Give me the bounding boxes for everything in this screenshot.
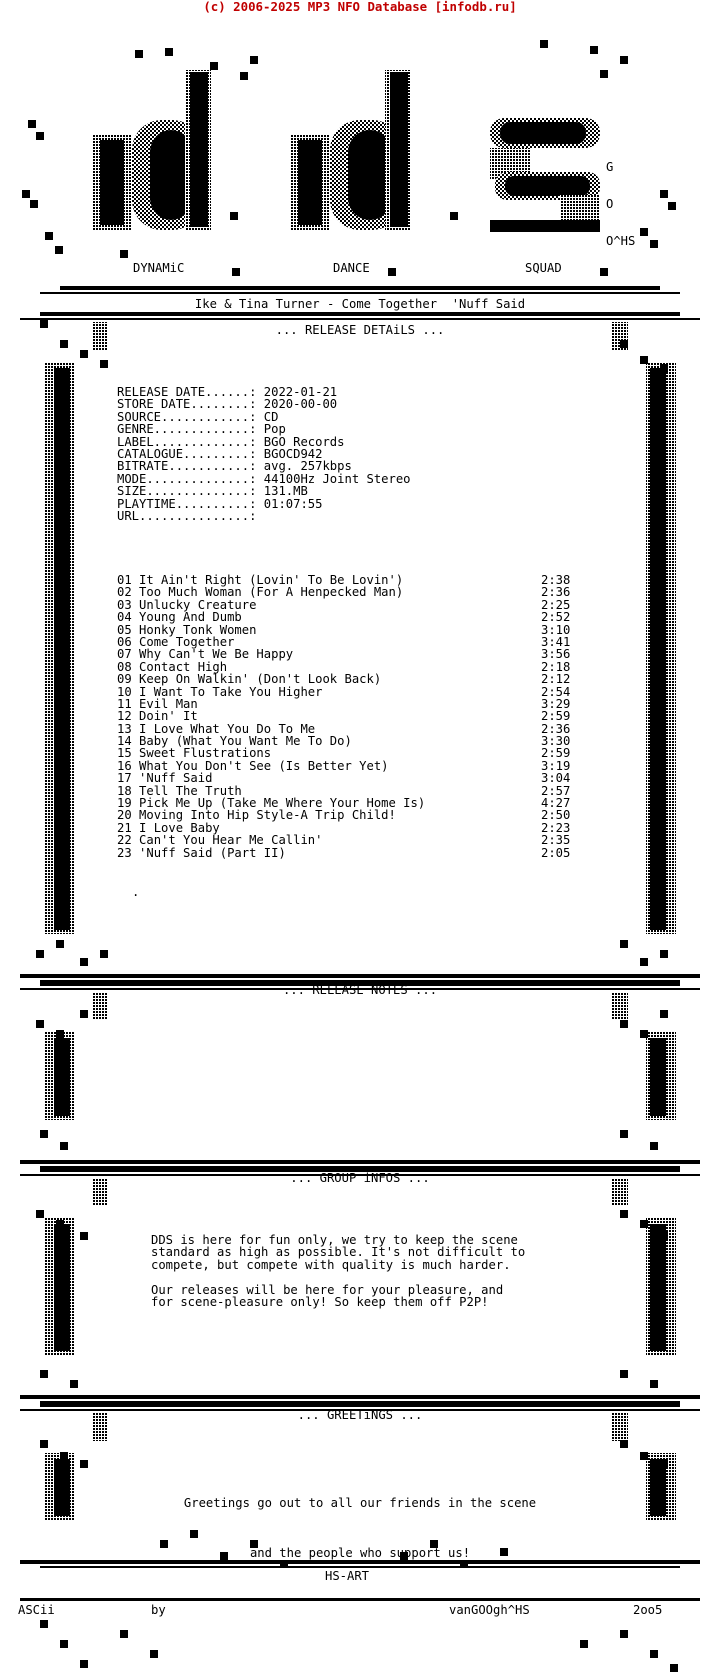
detail-label: SIZE..............: (117, 484, 257, 499)
track-time: 2:35 (541, 833, 571, 848)
track-time: 3:41 (541, 634, 571, 649)
pixel-dot (540, 40, 548, 48)
pixel-dot (36, 950, 44, 958)
pixel-dot (650, 1142, 658, 1150)
track-title: Why Can't We Be Happy (139, 647, 294, 662)
footer-rule (20, 1598, 700, 1601)
track-number: 17 (117, 771, 132, 786)
release-title: Ike & Tina Turner - Come Together 'Nuff Said (194, 297, 526, 311)
track-number: 01 (117, 573, 132, 587)
pixel-dot (620, 1370, 628, 1378)
logo-tag-line: G (606, 159, 614, 174)
group-info-line: Our releases will be here for your pleasure, and (151, 1282, 504, 1297)
track-number: 06 (117, 634, 132, 649)
detail-value: 44100Hz Joint Stereo (263, 471, 411, 486)
pixel-dot (60, 1640, 68, 1648)
greetings-text (0, 1472, 720, 1584)
pixel-dot (150, 1650, 158, 1658)
group-info-line: for scene-pleasure only! So keep them off P2P! (151, 1294, 489, 1309)
pixel-dot (36, 132, 44, 140)
frame-rule (40, 312, 680, 316)
track-title: Keep On Walkin' (Don't Look Back) (139, 672, 382, 687)
frame-rule (40, 1403, 680, 1407)
pixel-dot (28, 120, 36, 128)
pixel-dot (40, 1620, 48, 1628)
footer-author: vanGOOgh^HS (449, 1603, 530, 1617)
track-title: What You Don't See (Is Better Yet) (139, 758, 389, 773)
pixel-dot (660, 1010, 668, 1018)
pixel-dot (660, 364, 668, 372)
pixel-dot (660, 950, 668, 958)
pixel-dot (650, 240, 658, 248)
track-time: 2:18 (541, 659, 571, 674)
track-time: 2:52 (541, 610, 571, 625)
pixel-dot (580, 1640, 588, 1648)
pixel-dot (45, 232, 53, 240)
detail-label: BITRATE...........: (117, 459, 257, 474)
track-number: 08 (117, 659, 132, 674)
pixel-dot (640, 228, 648, 236)
track-title: Contact High (139, 659, 228, 674)
frame-side-left (54, 1038, 70, 1116)
detail-label: GENRE.............: (117, 422, 257, 437)
pixel-dot (650, 1380, 658, 1388)
track-title: I Love What You Do To Me (139, 721, 316, 736)
detail-value: CD (263, 409, 279, 424)
track-title: Honky Tonk Women (139, 622, 257, 637)
pixel-dot (80, 1010, 88, 1018)
detail-value: 2020-00-00 (263, 397, 338, 412)
track-number: 05 (117, 622, 132, 637)
footer-year: 2oo5 (633, 1603, 663, 1617)
track-number: 10 (117, 684, 132, 699)
pixel-dot (640, 1030, 648, 1038)
release-details-list (117, 386, 411, 522)
track-title: I Love Baby (139, 820, 220, 835)
frame-rule (40, 1401, 680, 1403)
pixel-dot (60, 340, 68, 348)
pixel-dot (60, 1452, 68, 1460)
track-number: 14 (117, 734, 132, 749)
pixel-dot (70, 1380, 78, 1388)
track-title: It Ain't Right (Lovin' To Be Lovin') (139, 573, 404, 587)
detail-value: 131.MB (263, 484, 308, 499)
track-time: 2:25 (541, 597, 571, 612)
track-title: Baby (What You Want Me To Do) (139, 734, 352, 749)
pixel-dot (620, 56, 628, 64)
frame-rule (20, 974, 700, 978)
pixel-dot (388, 268, 396, 276)
detail-value: Pop (263, 422, 286, 437)
details-end-dot: . (132, 885, 140, 899)
track-title: Come Together (139, 634, 235, 649)
greetings-line: Greetings go out to all our friends in the scene (183, 1495, 537, 1510)
track-title: Unlucky Creature (139, 597, 257, 612)
pixel-dot (620, 1020, 628, 1028)
section-title-details: ... RELEASE DETAiLS ... (275, 323, 445, 337)
pixel-dot (620, 1440, 628, 1448)
frame-side-right (650, 1038, 666, 1116)
detail-label: LABEL.............: (117, 434, 257, 449)
logo-tag (606, 136, 635, 272)
pixel-dot (80, 1232, 88, 1240)
pixel-dot (120, 250, 128, 258)
track-number: 09 (117, 672, 132, 687)
footer-ascii-label: ASCii (18, 1603, 55, 1617)
detail-label: URL...............: (117, 508, 257, 523)
frame-rule (20, 318, 700, 320)
track-number: 11 (117, 696, 132, 711)
track-title: 'Nuff Said (139, 771, 213, 786)
crew-word-squad: SQUAD (525, 261, 562, 275)
pixel-dot (450, 212, 458, 220)
footer-by: by (151, 1603, 166, 1617)
pixel-dot (668, 202, 676, 210)
group-info-line: standard as high as possible. It's not difficult to (151, 1245, 526, 1260)
track-time: 2:50 (541, 808, 571, 823)
detail-label: STORE DATE........: (117, 397, 257, 412)
frame-side-left (54, 368, 70, 930)
pixel-dot (165, 48, 173, 56)
pixel-dot (230, 212, 238, 220)
pixel-dot (55, 246, 63, 254)
track-time: 3:30 (541, 734, 571, 749)
pixel-dot (100, 360, 108, 368)
track-number: 13 (117, 721, 132, 736)
track-title: Can't You Hear Me Callin' (139, 833, 323, 848)
track-time: 2:59 (541, 746, 571, 761)
track-number: 23 (117, 845, 132, 860)
pixel-dot (40, 1130, 48, 1138)
pixel-dot (620, 1130, 628, 1138)
pixel-dot (640, 958, 648, 966)
track-number: 21 (117, 820, 132, 835)
pixel-dot (620, 1630, 628, 1638)
pixel-dot (620, 940, 628, 948)
track-number: 03 (117, 597, 132, 612)
track-number: 19 (117, 796, 132, 811)
track-number: 02 (117, 585, 132, 600)
pixel-dot (640, 1220, 648, 1228)
pixel-dot (60, 1142, 68, 1150)
track-title: 'Nuff Said (Part II) (139, 845, 286, 860)
track-time: 4:27 (541, 796, 571, 811)
pixel-dot (600, 70, 608, 78)
track-row (117, 847, 587, 859)
track-number: 12 (117, 709, 132, 724)
pixel-dot (80, 958, 88, 966)
crew-word-dance: DANCE (333, 261, 370, 275)
track-title: Pick Me Up (Take Me Where Your Home Is) (139, 796, 426, 811)
track-time: 2:36 (541, 721, 571, 736)
track-number: 16 (117, 758, 132, 773)
track-time: 2:57 (541, 783, 571, 798)
track-title: I Want To Take You Higher (139, 684, 323, 699)
track-time: 2:05 (541, 845, 571, 860)
pixel-dot (30, 200, 38, 208)
pixel-dot (135, 50, 143, 58)
track-title: Moving Into Hip Style-A Trip Child! (139, 808, 396, 823)
pixel-dot (36, 1020, 44, 1028)
pixel-dot (22, 190, 30, 198)
frame-side-left (54, 1224, 70, 1351)
group-info-line (151, 1271, 525, 1283)
group-info-line: compete, but compete with quality is much harder. (151, 1257, 511, 1272)
detail-label: CATALOGUE.........: (117, 446, 257, 461)
detail-value: avg. 257kbps (263, 459, 352, 474)
pixel-dot (80, 350, 88, 358)
crew-word-dynamic: DYNAMiC (133, 261, 185, 275)
track-time: 2:54 (541, 684, 571, 699)
art-tag: HS-ART (325, 1569, 370, 1583)
frame-rule (40, 1166, 680, 1168)
detail-value: BGOCD942 (263, 446, 323, 461)
pixel-dot (56, 1220, 64, 1228)
frame-rule (20, 1395, 700, 1399)
pixel-dot (660, 1460, 668, 1468)
detail-value: 01:07:55 (263, 496, 323, 511)
pixel-dot (100, 950, 108, 958)
infodb-link[interactable]: (c) 2006-2025 MP3 NFO Database [infodb.ru] (203, 0, 517, 14)
tracklist (117, 574, 587, 859)
track-number: 18 (117, 783, 132, 798)
track-time: 2:12 (541, 672, 571, 687)
track-time: 3:10 (541, 622, 571, 637)
track-time: 2:38 (541, 573, 571, 587)
detail-label: RELEASE DATE......: (117, 385, 257, 399)
frame-rule (40, 980, 680, 982)
detail-label: SOURCE............: (117, 409, 257, 424)
track-number: 15 (117, 746, 132, 761)
track-time: 2:59 (541, 709, 571, 724)
track-number: 22 (117, 833, 132, 848)
pixel-dot (650, 1650, 658, 1658)
track-time: 3:29 (541, 696, 571, 711)
track-time: 3:56 (541, 647, 571, 662)
track-title: Sweet Flustrations (139, 746, 272, 761)
greetings-line: and the people who support us! (249, 1545, 471, 1560)
detail-row (117, 510, 411, 522)
detail-value: 2022-01-21 (263, 385, 338, 399)
pixel-dot (670, 1664, 678, 1672)
track-number: 04 (117, 610, 132, 625)
pixel-dot (40, 1370, 48, 1378)
frame-rule (20, 1160, 700, 1164)
pixel-dot (232, 268, 240, 276)
section-title-greetings: ... GREETiNGS ... (297, 1408, 423, 1422)
pixel-dot (80, 1660, 88, 1668)
track-number: 07 (117, 647, 132, 662)
track-time: 3:19 (541, 758, 571, 773)
logo-tag-line: O (606, 197, 614, 212)
track-title: Doin' It (139, 709, 198, 724)
track-title: Young And Dumb (139, 610, 242, 625)
pixel-dot (660, 190, 668, 198)
pixel-dot (620, 340, 628, 348)
section-title-group: ... GROUP iNFOS ... (290, 1171, 430, 1185)
pixel-dot (620, 1210, 628, 1218)
pixel-dot (40, 1440, 48, 1448)
track-number: 20 (117, 808, 132, 823)
pixel-dot (640, 356, 648, 364)
pixel-dot (210, 62, 218, 70)
pixel-dot (80, 1460, 88, 1468)
track-title: Tell The Truth (139, 783, 242, 798)
pixel-dot (120, 1630, 128, 1638)
pixel-dot (640, 1452, 648, 1460)
group-info-line: DDS is here for fun only, we try to keep the scene (151, 1233, 518, 1247)
section-title-notes: ... RELEASE NOTES ... (282, 983, 438, 997)
pixel-dot (56, 940, 64, 948)
pixel-dot (36, 1210, 44, 1218)
detail-label: PLAYTIME..........: (117, 496, 257, 511)
detail-label: MODE..............: (117, 471, 257, 486)
track-time: 3:04 (541, 771, 571, 786)
track-time: 2:36 (541, 585, 571, 600)
detail-value: BGO Records (263, 434, 345, 449)
track-title: Evil Man (139, 696, 198, 711)
pixel-dot (56, 1030, 64, 1038)
pixel-dot (240, 72, 248, 80)
pixel-dot (250, 56, 258, 64)
track-title: Too Much Woman (For A Henpecked Man) (139, 585, 404, 600)
frame-side-right (650, 368, 666, 930)
pixel-dot (590, 46, 598, 54)
frame-side-right (650, 1224, 666, 1351)
pixel-dot (660, 1232, 668, 1240)
logo-tag-line: O^HS (606, 234, 636, 249)
track-time: 2:23 (541, 820, 571, 835)
group-info-text (151, 1234, 525, 1308)
